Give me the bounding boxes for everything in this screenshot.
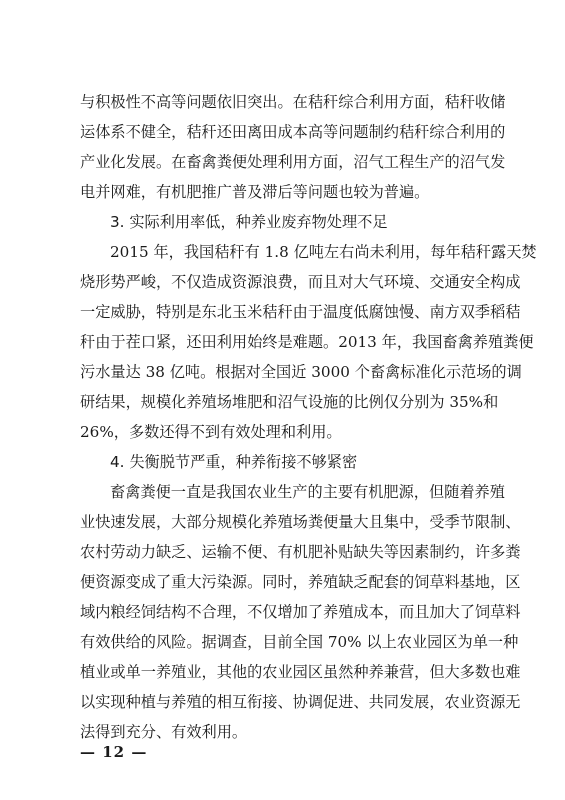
section-heading: 3. 实际利用率低，种养业废弃物处理不足 [110, 213, 388, 231]
body-line: 业快速发展，大部分规模化养殖场粪便量大且集中，受季节限制、 [80, 513, 521, 531]
body-line: 26%，多数还得不到有效处理和利用。 [80, 423, 342, 441]
body-line: 便资源变成了重大污染源。同时，养殖缺乏配套的饲草料基地，区 [80, 573, 521, 591]
body-line: 烧形势严峻，不仅造成资源浪费，而且对大气环境、交通安全构成 [80, 273, 521, 291]
body-line: 域内粮经饲结构不合理，不仅增加了养殖成本，而且加大了饲草料 [80, 603, 521, 621]
body-line: 产业化发展。在畜禽粪便处理利用方面，沼气工程生产的沼气发 [80, 153, 506, 171]
body-line: 污水量达 38 亿吨。根据对全国近 3000 个畜禽标准化示范场的调 [80, 363, 522, 381]
body-line: 一定威胁，特别是东北玉米秸秆由于温度低腐蚀慢、南方双季稻秸 [80, 303, 521, 321]
body-line: 有效供给的风险。据调查，目前全国 70% 以上农业园区为单一种 [80, 633, 519, 651]
body-line: 与积极性不高等问题依旧突出。在秸秆综合利用方面，秸秆收储 [80, 93, 506, 111]
body-line: 秆由于茬口紧，还田利用始终是难题。2013 年，我国畜禽养殖粪便 [80, 333, 534, 351]
body-line: 2015 年，我国秸秆有 1.8 亿吨左右尚未利用，每年秸秆露天焚 [110, 243, 537, 261]
body-line: 植业或单一养殖业，其他的农业园区虽然种养兼营，但大多数也难 [80, 663, 521, 681]
body-line: 研结果，规模化养殖场堆肥和沼气设施的比例仅分别为 35%和 [80, 393, 499, 411]
body-line: 法得到充分、有效利用。 [80, 723, 248, 741]
body-line: 以实现种植与养殖的相互衔接、协调促进、共同发展，农业资源无 [80, 693, 521, 711]
body-line: 运体系不健全，秸秆还田离田成本高等问题制约秸秆综合利用的 [80, 123, 506, 141]
body-line: 农村劳动力缺乏、运输不便、有机肥补贴缺失等因素制约，许多粪 [80, 543, 521, 561]
page-number: — 12 — [80, 743, 148, 761]
body-line: 畜禽粪便一直是我国农业生产的主要有机肥源，但随着养殖 [110, 483, 505, 501]
body-line: 电并网难，有机肥推广普及滞后等问题也较为普遍。 [80, 183, 430, 201]
section-heading: 4. 失衡脱节严重，种养衔接不够紧密 [110, 453, 358, 471]
